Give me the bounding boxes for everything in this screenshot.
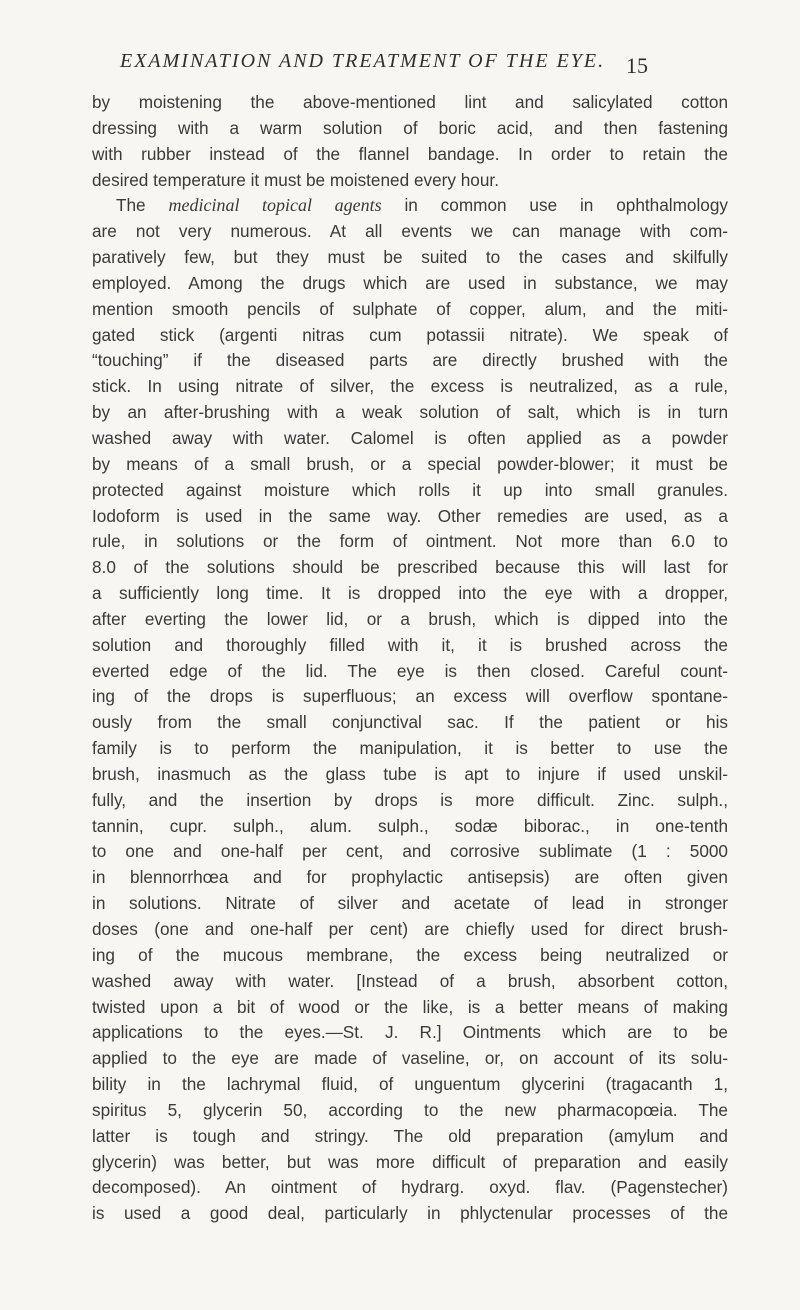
text-line: mention smooth pencils of sulphate of copper, alum, and the miti- <box>92 298 728 319</box>
text-line: latter is tough and stringy. The old preparation (amylum and <box>92 1125 728 1146</box>
text-line: “touching” if the diseased parts are directly brushed with the <box>92 350 728 371</box>
line-post: in common use in ophthalmology <box>381 195 728 216</box>
text-line: applied to the eye are made of vaseline, or, on account of its solu- <box>92 1048 728 1069</box>
text-line: with rubber instead of the flannel bandage. In order to retain the <box>92 143 728 164</box>
text-line: fully, and the insertion by drops is more difficult. Zinc. sulph., <box>92 789 728 810</box>
running-head: EXAMINATION AND TREATMENT OF THE EYE. <box>120 50 606 72</box>
text-line: applications to the eyes.—St. J. R.] Ointments which are to be <box>92 1022 728 1043</box>
text-line: after everting the lower lid, or a brush, which is dipped into the <box>92 608 728 629</box>
text-line: dressing with a warm solution of boric acid, and then fastening <box>92 117 728 138</box>
text-line: are not very numerous. At all events we can manage with com- <box>92 221 728 242</box>
text-line: spiritus 5, glycerin 50, according to the new pharmacopœia. The <box>92 1099 728 1120</box>
text-line: to one and one-half per cent, and corrosive sublimate (1 : 5000 <box>92 841 728 862</box>
text-line: ing of the mucous membrane, the excess being neutralized or <box>92 944 728 965</box>
text-line: decomposed). An ointment of hydrarg. oxyd. flav. (Pagenstecher) <box>92 1177 728 1198</box>
text-line: tannin, cupr. sulph., alum. sulph., sodæ biborac., in one-tenth <box>92 815 728 836</box>
text-line: washed away with water. [Instead of a brush, absorbent cotton, <box>92 970 728 991</box>
text-line: in solutions. Nitrate of silver and acetate of lead in stronger <box>92 893 728 914</box>
text-line: paratively few, but they must be suited to the cases and skilfully <box>92 247 728 268</box>
text-line: employed. Among the drugs which are used in substance, we may <box>92 272 728 293</box>
text-line: ing of the drops is superfluous; an excess will overflow spontane- <box>92 686 728 707</box>
text-line: Iodoform is used in the same way. Other remedies are used, as a <box>92 505 728 526</box>
text-line: bility in the lachrymal fluid, of unguentum glycerini (tragacanth 1, <box>92 1074 728 1095</box>
text-line: 8.0 of the solutions should be prescribed because this will last for <box>92 557 728 578</box>
text-line: brush, inasmuch as the glass tube is apt to injure if used unskil- <box>92 763 728 784</box>
text-line: everted edge of the lid. The eye is then closed. Careful count- <box>92 660 728 681</box>
text-line-with-emphasis <box>92 193 728 219</box>
text-line: ously from the small conjunctival sac. If the patient or his <box>92 712 728 733</box>
text-line: family is to perform the manipulation, it is better to use the <box>92 738 728 759</box>
emphasis-term: medicinal topical agents <box>168 195 382 216</box>
text-line: is used a good deal, particularly in phlyctenular processes of the <box>92 1203 728 1224</box>
text-line: in blennorrhœa and for prophylactic antisepsis) are often given <box>92 867 728 888</box>
text-line: glycerin) was better, but was more difficult of preparation and easily <box>92 1151 728 1172</box>
body-text <box>92 90 728 1227</box>
text-line: washed away with water. Calomel is often applied as a powder <box>92 427 728 448</box>
text-line: by means of a small brush, or a special powder-blower; it must be <box>92 453 728 474</box>
text-line: rule, in solutions or the form of ointment. Not more than 6.0 to <box>92 531 728 552</box>
text-line: twisted upon a bit of wood or the like, is a better means of making <box>92 996 728 1017</box>
text-line: protected against moisture which rolls it up into small granules. <box>92 479 728 500</box>
text-line: by an after-brushing with a weak solution of salt, which is in turn <box>92 402 728 423</box>
line-pre: The <box>116 195 169 216</box>
text-line: doses (one and one-half per cent) are chiefly used for direct brush- <box>92 919 728 939</box>
text-line: a sufficiently long time. It is dropped into the eye with a dropper, <box>92 583 728 604</box>
text-line: stick. In using nitrate of silver, the excess is neutralized, as a rule, <box>92 376 728 397</box>
text-line: gated stick (argenti nitras cum potassii nitrate). We speak of <box>92 324 728 345</box>
page-number: 15 <box>626 53 648 78</box>
text-line: desired temperature it must be moistened every hour. <box>92 169 499 190</box>
text-line: solution and thoroughly filled with it, it is brushed across the <box>92 634 728 655</box>
text-line: by moistening the above-mentioned lint and salicylated cotton <box>92 92 728 112</box>
